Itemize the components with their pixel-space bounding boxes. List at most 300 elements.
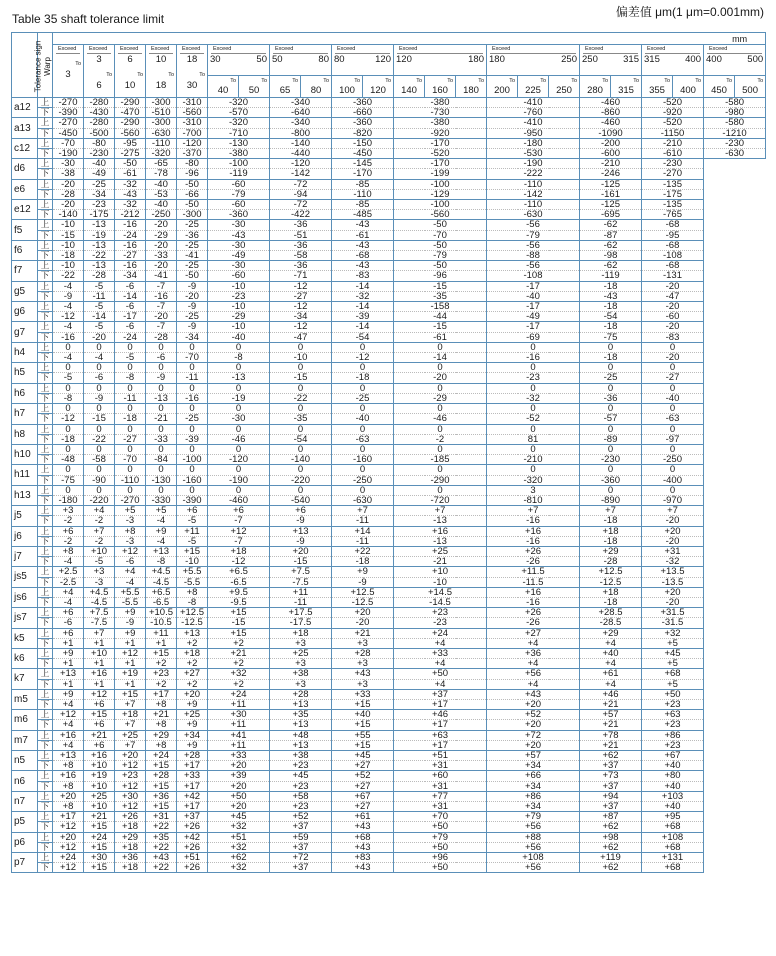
to-label: To [261,77,267,84]
deviation-value: -68 [332,251,394,261]
deviation-value: +3 [332,638,394,648]
deviation-value: 0 [146,404,177,414]
deviation-value: -135 [642,179,704,189]
deviation-value: -57 [580,414,642,424]
size-range-2 [84,45,115,98]
deviation-value: +15 [177,546,208,556]
exceed-label: Exceed [707,46,762,54]
deviation-value: +37 [270,822,332,832]
deviation-value: -280 [84,98,115,108]
deviation-value: -60 [208,179,270,189]
deviation-value: +24 [394,628,487,638]
to-label: To [106,72,112,78]
table-row [12,863,766,873]
deviation-value: -54 [332,332,394,342]
tolerance-symbol: g6 [12,302,38,322]
tolerance-symbol: m6 [12,710,38,730]
deviation-value: 0 [177,444,208,454]
deviation-value: +28 [332,648,394,658]
deviation-value: -15 [84,414,115,424]
deviation-value: -51 [270,230,332,240]
deviation-value: -290 [394,475,487,485]
deviation-value: 0 [487,404,580,414]
deviation-value: -9 [270,536,332,546]
deviation-value: 0 [84,485,115,495]
deviation-value: +4 [394,638,487,648]
deviation-value: +21 [332,628,394,638]
deviation-value: -43 [115,189,146,199]
range-low: 80 [334,54,345,65]
deviation-value: -4 [53,281,84,291]
deviation-value: +17 [53,812,84,822]
deviation-value: -440 [270,149,332,159]
deviation-value: 0 [580,424,642,434]
deviation-value: -18 [332,557,394,567]
deviation-value: -50 [394,220,487,230]
deviation-value: 0 [84,465,115,475]
table-row [12,699,766,709]
lower-deviation-label: 下 [38,108,53,118]
deviation-value: -41 [177,251,208,261]
deviation-value: -36 [270,240,332,250]
table-row [12,618,766,628]
deviation-value: +9 [332,567,394,577]
deviation-value: -560 [394,210,487,220]
range-low: 30 [210,54,221,65]
deviation-value: -30 [53,159,84,169]
deviation-value: +8 [146,740,177,750]
deviation-value: -62 [580,240,642,250]
size-range-7 [270,45,332,76]
deviation-value: +9 [146,526,177,536]
deviation-value: +1 [84,679,115,689]
deviation-value: -30 [208,261,270,271]
upper-deviation-label: 上 [38,710,53,720]
deviation-value: +62 [580,822,642,832]
lower-deviation-label: 下 [38,353,53,363]
deviation-value: +16 [53,771,84,781]
table-row [12,128,766,138]
tolerance-symbol: h10 [12,444,38,464]
deviation-value: +1 [53,638,84,648]
deviation-value: 0 [53,465,84,475]
deviation-value: -18 [580,322,642,332]
deviation-value: -660 [332,108,394,118]
deviation-value: -15 [208,618,270,628]
tolerance-symbol: f5 [12,220,38,240]
deviation-value: -12.5 [580,577,642,587]
deviation-value: +18 [115,863,146,873]
lower-deviation-label: 下 [38,679,53,689]
deviation-value: +17 [394,699,487,709]
deviation-value: -7.5 [84,618,115,628]
deviation-value: 0 [146,465,177,475]
table-row [12,577,766,587]
deviation-value: -190 [53,149,84,159]
deviation-value: -100 [208,159,270,169]
deviation-value: +12 [53,863,84,873]
table-row [12,669,766,679]
deviation-value: -8 [208,353,270,363]
deviation-value: +50 [208,791,270,801]
lower-deviation-label: 下 [38,802,53,812]
deviation-value: +13.5 [642,567,704,577]
deviation-value: +4 [580,638,642,648]
deviation-value: -24 [115,332,146,342]
deviation-value: 0 [208,342,270,352]
upper-deviation-label: 上 [38,730,53,740]
tolerance-symbol: a13 [12,118,38,138]
table-row [12,648,766,658]
deviation-value: -12 [270,302,332,312]
range-from: 10 [155,54,167,65]
deviation-value: -6 [146,353,177,363]
deviation-value: -70 [394,230,487,240]
range-bounds [487,54,579,66]
deviation-value: -10 [208,302,270,312]
deviation-value: -765 [642,210,704,220]
deviation-value: +12 [115,648,146,658]
deviation-value: -390 [53,108,84,118]
deviation-value: -14 [394,353,487,363]
deviation-value: -142 [487,189,580,199]
deviation-value: -20 [332,618,394,628]
deviation-value: +5 [115,506,146,516]
deviation-value: 0 [487,444,580,454]
deviation-value: -22 [53,271,84,281]
upper-deviation-label: 上 [38,444,53,454]
table-row [12,312,766,322]
deviation-value: -199 [394,169,487,179]
sub-range [487,75,518,97]
deviation-value: -20 [642,597,704,607]
to-label: To [571,77,577,84]
deviation-value: -56 [487,261,580,271]
upper-deviation-label: 上 [38,546,53,556]
deviation-value: -630 [704,149,766,159]
deviation-value: +18 [177,648,208,658]
deviation-value: 0 [642,404,704,414]
deviation-value: -18 [53,434,84,444]
deviation-value: +1 [53,679,84,689]
upper-deviation-label: 上 [38,689,53,699]
deviation-value: -49 [487,312,580,322]
deviation-value: +18 [208,546,270,556]
deviation-value: +4 [53,587,84,597]
deviation-value: +10 [84,546,115,556]
deviation-value: -6 [115,281,146,291]
deviation-value: +46 [580,689,642,699]
to-label: To [602,77,608,84]
deviation-value: -36 [270,261,332,271]
deviation-value: -9 [53,291,84,301]
sub-range-to: 225 [525,84,541,96]
deviation-value: +62 [580,842,642,852]
deviation-value: +17 [177,761,208,771]
table-row [12,434,766,444]
deviation-value: -46 [394,414,487,424]
table-row [12,679,766,689]
deviation-value: +30 [115,791,146,801]
deviation-value: 0 [394,342,487,352]
deviation-value: -2 [84,516,115,526]
deviation-value: -17.5 [270,618,332,628]
deviation-value: -180 [487,138,580,148]
deviation-value: +16 [53,730,84,740]
deviation-value: -9 [84,393,115,403]
deviation-value: -20 [642,322,704,332]
deviation-value: +8 [146,720,177,730]
deviation-value: +28 [177,751,208,761]
deviation-value: +40 [642,761,704,771]
deviation-value: -34 [177,332,208,342]
tolerance-sign-header [12,33,43,98]
deviation-value: -20 [642,536,704,546]
deviation-value: +4 [394,659,487,669]
deviation-value: -310 [177,118,208,128]
deviation-value: 0 [84,404,115,414]
deviation-value: -120 [177,138,208,148]
deviation-value: -410 [487,118,580,128]
deviation-value: +32 [642,628,704,638]
deviation-value: 0 [146,424,177,434]
table-row [12,261,766,271]
range-to: 6 [96,80,102,91]
deviation-value: -190 [487,159,580,169]
deviation-value: -2 [53,536,84,546]
table-row [12,373,766,383]
deviation-value: -360 [208,210,270,220]
deviation-value: -7 [146,322,177,332]
deviation-value: -10 [394,577,487,587]
deviation-value: +77 [394,791,487,801]
table-row [12,659,766,669]
to-label: To [292,77,298,84]
deviation-value: +48 [270,730,332,740]
size-range-3 [115,45,146,98]
deviation-value: -71 [270,271,332,281]
table-row [12,587,766,597]
deviation-value: -20 [177,291,208,301]
deviation-value: +22 [146,863,177,873]
deviation-value: -800 [270,128,332,138]
deviation-value: -16 [487,597,580,607]
deviation-value: +108 [487,853,580,863]
deviation-value: -12.5 [332,597,394,607]
deviation-value: -94 [270,189,332,199]
deviation-value: 0 [53,383,84,393]
deviation-value: -56 [487,220,580,230]
deviation-value: +17.5 [270,608,332,618]
upper-deviation-label: 上 [38,465,53,475]
deviation-value: +17 [394,720,487,730]
deviation-value: +7 [115,699,146,709]
deviation-value: +131 [642,853,704,863]
table-row [12,342,766,352]
deviation-value: -40 [208,332,270,342]
deviation-value: 0 [53,404,84,414]
deviation-value: +29 [115,832,146,842]
table-row [12,812,766,822]
tolerance-symbol: e12 [12,200,38,220]
deviation-value: 0 [84,424,115,434]
deviation-value: 0 [270,383,332,393]
deviation-value: +26 [487,608,580,618]
table-row [12,424,766,434]
range-to: 10 [124,80,136,91]
deviation-value: 0 [115,342,146,352]
deviation-value: -4 [115,577,146,587]
deviation-value: +23 [270,781,332,791]
deviation-value: -22 [84,251,115,261]
table-row [12,251,766,261]
table-row [12,281,766,291]
deviation-value: -470 [115,108,146,118]
deviation-value: 0 [115,424,146,434]
deviation-value: -9 [115,618,146,628]
tolerance-table [11,32,766,873]
table-row [12,485,766,495]
tolerance-symbol: h7 [12,404,38,424]
lower-deviation-label: 下 [38,475,53,485]
deviation-value: 0 [642,383,704,393]
table-row [12,108,766,118]
deviation-value: -21 [394,557,487,567]
deviation-value: +7 [115,740,146,750]
deviation-value: -13 [394,536,487,546]
deviation-value: -43 [332,261,394,271]
deviation-value: +26 [177,863,208,873]
deviation-value: 0 [487,465,580,475]
deviation-value: -16 [146,291,177,301]
deviation-value: +42 [177,832,208,842]
deviation-value: +1 [115,638,146,648]
deviation-value: -5 [177,516,208,526]
deviation-value: -860 [580,108,642,118]
deviation-value: +6.5 [208,567,270,577]
deviation-value: -56 [487,240,580,250]
deviation-value: +40 [332,710,394,720]
deviation-value: -61 [115,169,146,179]
deviation-value: +6 [84,720,115,730]
deviation-value: +8 [146,699,177,709]
tolerance-symbol: js5 [12,567,38,587]
exceed-label: Exceed [583,46,638,54]
upper-deviation-label: 上 [38,812,53,822]
tolerance-symbol: h8 [12,424,38,444]
deviation-value: 0 [270,485,332,495]
deviation-value: +72 [270,853,332,863]
deviation-value: +34 [487,802,580,812]
deviation-value: -360 [580,475,642,485]
deviation-value: +22 [332,546,394,556]
sub-range-to: 250 [556,84,572,96]
deviation-value: -85 [332,200,394,210]
deviation-value: +20 [642,587,704,597]
upper-deviation-label: 上 [38,771,53,781]
range-low: 180 [489,54,505,65]
range-bounds [332,54,393,66]
table-row [12,730,766,740]
deviation-value: -54 [580,312,642,322]
deviation-value: 0 [394,444,487,454]
deviation-value: -15 [394,322,487,332]
deviation-value: -18 [580,597,642,607]
deviation-value: +20 [487,699,580,709]
deviation-value: -13 [394,516,487,526]
deviation-value: +2 [208,659,270,669]
lower-deviation-label: 下 [38,251,53,261]
deviation-value: -20 [146,220,177,230]
table-row [12,597,766,607]
deviation-value: -12 [332,353,394,363]
deviation-value: +21 [146,710,177,720]
deviation-value: +27 [332,802,394,812]
deviation-value: +37 [580,802,642,812]
deviation-value: -30 [208,240,270,250]
deviation-value: +13 [146,546,177,556]
deviation-value: 0 [332,424,394,434]
deviation-value: +43 [332,822,394,832]
deviation-value: 0 [208,363,270,373]
upper-deviation-label: 上 [38,159,53,169]
deviation-value: -63 [332,434,394,444]
deviation-value: +9 [53,689,84,699]
deviation-value: -40 [332,414,394,424]
deviation-value: +26 [115,812,146,822]
deviation-value: -695 [580,210,642,220]
deviation-value: +22 [146,822,177,832]
deviation-value: 0 [115,404,146,414]
deviation-value: -120 [208,455,270,465]
table-row [12,506,766,516]
deviation-value: -5 [84,557,115,567]
deviation-value: +15 [146,802,177,812]
deviation-value: -110 [487,179,580,189]
table-row [12,291,766,301]
range-low: 315 [644,54,660,65]
exceed-label: Exceed [645,46,700,54]
deviation-value: -96 [177,169,208,179]
deviation-value: -12 [270,281,332,291]
deviation-value: +86 [487,791,580,801]
to-label: To [757,77,764,84]
deviation-value: -12 [208,557,270,567]
lower-deviation-label: 下 [38,577,53,587]
sub-range-to: 500 [742,84,758,96]
deviation-value: -210 [580,159,642,169]
deviation-value: +61 [580,669,642,679]
tolerance-symbol: p6 [12,832,38,852]
deviation-value: -47 [270,332,332,342]
deviation-value: -80 [177,159,208,169]
deviation-value: 0 [84,363,115,373]
deviation-value: 0 [177,383,208,393]
deviation-value: -17 [115,312,146,322]
deviation-value: +12 [115,802,146,812]
deviation-value: +12 [115,546,146,556]
deviation-value: -50 [177,271,208,281]
deviation-value: -12 [53,414,84,424]
deviation-value: -110 [332,189,394,199]
deviation-value: -450 [53,128,84,138]
deviation-value: +16 [84,751,115,761]
deviation-value: -33 [146,251,177,261]
deviation-value: -500 [84,128,115,138]
deviation-value: +21 [84,730,115,740]
deviation-value: -83 [332,271,394,281]
deviation-value: 0 [146,383,177,393]
